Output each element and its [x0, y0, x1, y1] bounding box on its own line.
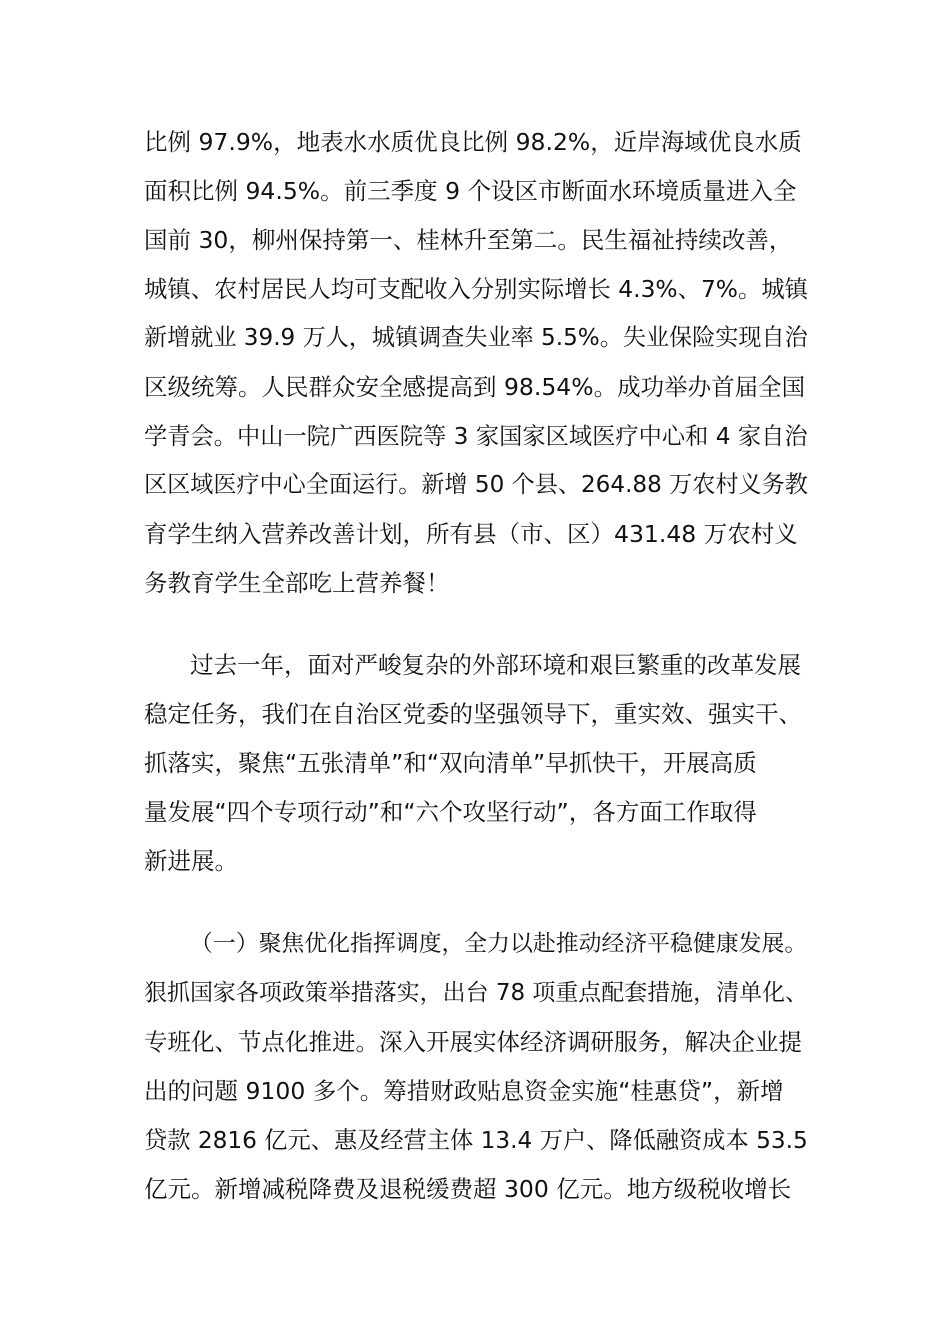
- text-line: 贷款 2816 亿元、惠及经营主体 13.4 万户、降低融资成本 53.5: [144, 1127, 808, 1154]
- text-line: 育学生纳入营养改善计划，所有县（市、区）431.48 万农村义: [144, 520, 798, 548]
- text-line: 务教育学生全部吃上营养餐！: [144, 569, 450, 597]
- text-line: 狠抓国家各项政策举措落实，出台 78 项重点配套措施，清单化、: [144, 980, 808, 1006]
- text-line: 稳定任务，我们在自治区党委的坚强领导下，重实效、强实干、: [144, 700, 802, 728]
- text-line: 专班化、节点化推进。深入开展实体经济调研服务，解决企业提: [144, 1028, 802, 1056]
- text-line: 区区域医疗中心全面运行。新增 50 个县、264.88 万农村义务教: [144, 472, 808, 498]
- text-line: 亿元。新增减税降费及退税缓费超 300 亿元。地方级税收增长: [144, 1175, 792, 1203]
- text-line: 区级统筹。人民群众安全感提高到 98.54%。成功举办首届全国: [144, 373, 806, 401]
- text-line: 学青会。中山一院广西医院等 3 家国家区域医疗中心和 4 家自治: [144, 423, 808, 450]
- text-line: 城镇、农村居民人均可支配收入分别实际增长 4.3%、7%。城镇: [144, 275, 809, 303]
- text-line: 比例 97.9%，地表水水质优良比例 98.2%，近岸海域优良水质: [144, 128, 802, 156]
- text-line: 过去一年，面对严峻复杂的外部环境和艰巨繁重的改革发展: [190, 651, 801, 679]
- text-line: 抓落实，聚焦“五张清单”和“双向清单”早抓快干，开展高质: [144, 749, 757, 777]
- text-line: 出的问题 9100 多个。筹措财政贴息资金实施“桂惠贷”，新增: [144, 1077, 784, 1105]
- text-line: 量发展“四个专项行动”和“六个攻坚行动”，各方面工作取得: [144, 798, 757, 826]
- text-line: 国前 30，柳州保持第一、桂林升至第二。民生福祉持续改善，: [144, 226, 793, 254]
- section-heading-line: （一）聚焦优化指挥调度，全力以赴推动经济平稳健康发展。: [190, 931, 808, 957]
- text-line: 新增就业 39.9 万人，城镇调查失业率 5.5%。失业保险实现自治: [144, 325, 808, 351]
- text-line: 面积比例 94.5%。前三季度 9 个设区市断面水环境质量进入全: [144, 177, 797, 205]
- text-line: 新进展。: [144, 847, 238, 875]
